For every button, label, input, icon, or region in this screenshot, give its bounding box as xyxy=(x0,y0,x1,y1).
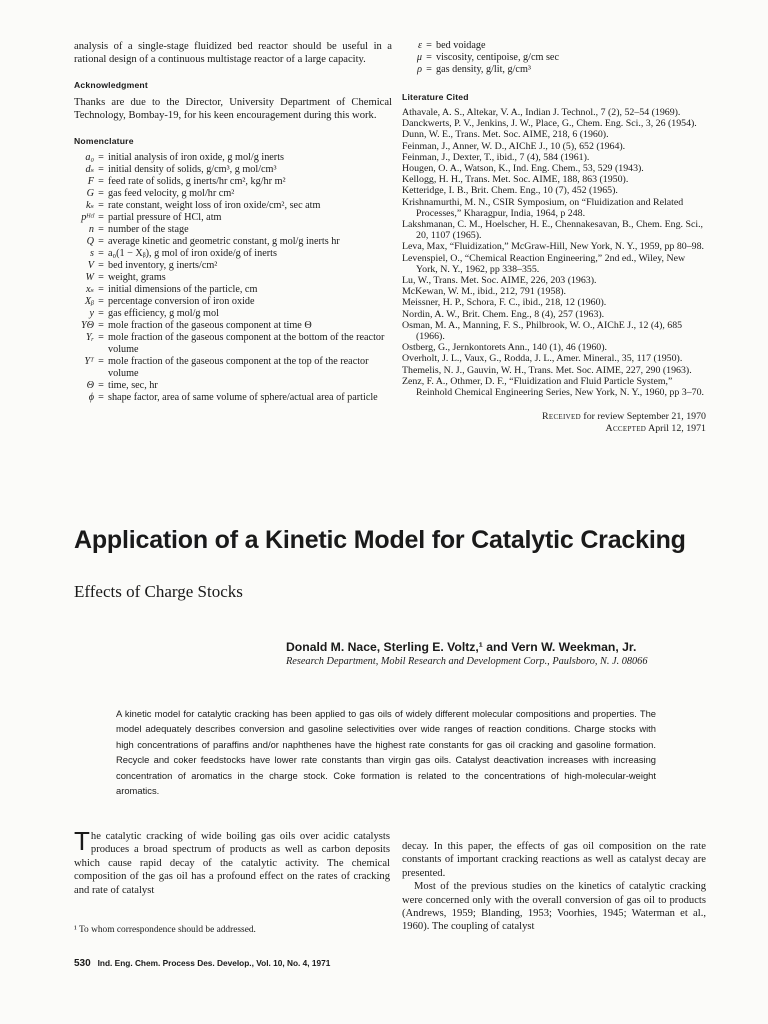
symbol: Xᵦ xyxy=(84,295,94,307)
equals-sign: = xyxy=(98,163,104,175)
definition: bed inventory, g inerts/cm² xyxy=(108,259,218,271)
nomenclature-entry xyxy=(74,272,392,284)
reference-item: Ketteridge, I. B., Brit. Chem. Eng., 10 (7), 452 (1965). xyxy=(402,185,618,197)
nomenclature-entry xyxy=(74,320,392,332)
equals-sign: = xyxy=(98,235,104,247)
definition: shape factor, area of same volume of sphere/actual area of particle xyxy=(108,391,378,403)
symbol: Θ xyxy=(86,379,94,391)
symbol: ϕ xyxy=(88,391,94,403)
equals-sign: = xyxy=(426,52,432,63)
article-subtitle: Effects of Charge Stocks xyxy=(74,582,243,601)
reference-item: Lu, W., Trans. Met. Soc. AIME, 226, 203 (1963). xyxy=(402,275,597,287)
received-notice xyxy=(402,411,706,435)
journal-citation: Ind. Eng. Chem. Process Des. Develop., Vol. 10, No. 4, 1971 xyxy=(97,958,331,968)
nomenclature-entry xyxy=(74,236,392,248)
equals-sign: = xyxy=(98,307,104,319)
reference-item: Themelis, N. J., Gauvin, W. H., Trans. Met. Soc. AIME, 227, 290 (1963). xyxy=(402,364,692,376)
equals-sign: = xyxy=(98,283,104,295)
nomenclature-entry xyxy=(74,356,392,380)
definition: initial analysis of iron oxide, g mol/g inerts xyxy=(108,151,284,163)
equals-sign: = xyxy=(98,331,104,343)
reference-item: Zenz, F. A., Othmer, D. F., “Fluidization and Fluid Particle System,” Reinhold Chemical Engineering Series, New York, N. Y., 1960, pp 3–70. xyxy=(402,375,704,399)
body-right-column xyxy=(402,840,706,934)
prev-article-intro-text: analysis of a single-stage fluidized bed reactor should be useful in a rational design of a continuous multistage reactor of a large capacity. xyxy=(74,41,392,66)
symbol: μ xyxy=(416,52,422,63)
definition: gas density, g/lit, g/cm³ xyxy=(436,64,531,75)
article-authors: Donald M. Nace, Sterling E. Voltz,¹ and Vern W. Weekman, Jr. xyxy=(286,640,637,654)
reference-item: Dunn, W. E., Trans. Met. Soc. AIME, 218, 6 (1960). xyxy=(402,129,609,141)
nomenclature-entry xyxy=(74,188,392,200)
equals-sign: = xyxy=(98,259,104,271)
nomenclature-entry xyxy=(74,380,392,392)
accepted-label: Accepted xyxy=(605,423,647,435)
symbol: Q xyxy=(86,235,94,247)
nomenclature-entry xyxy=(402,40,706,52)
equals-sign: = xyxy=(98,295,104,307)
symbol: YΘ xyxy=(80,319,94,331)
symbol: kₛ xyxy=(86,199,94,211)
equals-sign: = xyxy=(98,355,104,367)
nomenclature-entry xyxy=(74,296,392,308)
definition: rate constant, weight loss of iron oxide/cm², sec atm xyxy=(108,199,321,211)
definition: initial dimensions of the particle, cm xyxy=(108,283,258,295)
symbol: Yᵀ xyxy=(84,355,94,367)
definition: feed rate of solids, g inerts/hr cm², kg/hr m² xyxy=(108,175,286,187)
literature-cited-heading: Literature Cited xyxy=(402,92,469,102)
definition: gas efficiency, g mol/g mol xyxy=(108,307,219,319)
reference-item: Kellogg, H. H., Trans. Met. Soc. AIME, 188, 863 (1950). xyxy=(402,174,629,186)
reference-item: Levenspiel, O., “Chemical Reaction Engineering,” 2nd ed., Wiley, New York, N. Y., 1962, pp 338–355. xyxy=(402,252,686,275)
definition: mole fraction of the gaseous component at the bottom of the reactor volume xyxy=(108,331,385,355)
acknowledgment-heading: Acknowledgment xyxy=(74,79,148,90)
nomenclature-entry xyxy=(74,200,392,212)
article-title: Application of a Kinetic Model for Catalytic Cracking xyxy=(74,526,686,554)
symbol: a₀ xyxy=(85,151,94,163)
reference-item: Athavale, A. S., Altekar, V. A., Indian J. Technol., 7 (2), 52–54 (1969). xyxy=(402,107,681,118)
body-left-column xyxy=(74,826,390,897)
acknowledgment-text: Thanks are due to the Director, University Department of Chemical Technology, Bombay-19, for his keen encouragement during this work. xyxy=(74,96,392,122)
reference-item: Overholt, J. L., Vaux, G., Rodda, J. L., Amer. Mineral., 35, 117 (1950). xyxy=(402,353,683,365)
symbol: ε xyxy=(417,40,422,51)
equals-sign: = xyxy=(98,379,104,391)
nomenclature-entry xyxy=(74,284,392,296)
symbol: y xyxy=(89,307,94,319)
equals-sign: = xyxy=(98,271,104,283)
drop-cap: T xyxy=(74,826,90,856)
reference-item: Feinman, J., Anner, W. D., AIChE J., 10 (5), 652 (1964). xyxy=(402,140,626,152)
definition: average kinetic and geometric constant, g mol/g inerts hr xyxy=(108,235,340,247)
symbol: dₛ xyxy=(85,163,94,175)
nomenclature-entry xyxy=(74,176,392,188)
reference-list xyxy=(402,107,706,398)
nomenclature-list xyxy=(74,152,392,404)
symbol: xₛ xyxy=(86,283,94,295)
definition: bed voidage xyxy=(436,40,486,51)
equals-sign: = xyxy=(98,187,104,199)
nomenclature-entry xyxy=(402,64,706,76)
body-text-right-1: decay. In this paper, the effects of gas oil composition on the rate constants of important cracking reactions as well as catalyst decay are presented. xyxy=(402,841,706,879)
article-affiliation: Research Department, Mobil Research and Development Corp., Paulsboro, N. J. 08066 xyxy=(286,656,648,667)
definition: mole fraction of the gaseous component at time Θ xyxy=(108,319,312,331)
equals-sign: = xyxy=(98,319,104,331)
received-label: Received xyxy=(542,411,581,423)
reference-item: Ostberg, G., Jernkontorets Ann., 140 (1), 46 (1960). xyxy=(402,342,607,354)
nomenclature-entry xyxy=(74,164,392,176)
equals-sign: = xyxy=(426,64,432,75)
definition: weight, grams xyxy=(108,271,166,283)
definition: initial density of solids, g/cm³, g mol/cm³ xyxy=(108,163,277,175)
nomenclature-entry xyxy=(74,392,392,404)
correspondence-footnote: ¹ To whom correspondence should be addressed. xyxy=(74,925,256,935)
equals-sign: = xyxy=(98,199,104,211)
equals-sign: = xyxy=(426,40,432,51)
received-date: for review September 21, 1970 xyxy=(583,411,706,423)
reference-item: Nordin, A. W., Brit. Chem. Eng., 8 (4), 257 (1963). xyxy=(402,308,605,320)
definition: gas feed velocity, g mol/hr cm² xyxy=(108,187,235,199)
definition: partial pressure of HCl, atm xyxy=(108,211,222,223)
article-abstract: A kinetic model for catalytic cracking has been applied to gas oils of widely different molecular compositions and properties. The model adequately describes conversion and gasoline selectivities over wide ranges of reaction conditions. Charge stocks with high concentrations of paraffins and/or naphthenes have the highest rate constants for gas oil cracking and gasoline formation. Recycle and coker feedstocks have lower rate constants than virgin gas oils. Catalyst deactivation increases with increasing concentration of aromatics in the charge stock. Coke formation is related to the concentrations of high-molecular-weight aromatics. xyxy=(116,708,656,797)
definition: a₀(1 − Xᵦ), g mol of iron oxide/g of inerts xyxy=(108,247,277,259)
greek-symbol-list xyxy=(402,40,706,76)
symbol: s xyxy=(90,247,94,259)
nomenclature-entry xyxy=(74,332,392,356)
nomenclature-entry xyxy=(74,308,392,320)
symbol: G xyxy=(86,187,94,199)
nomenclature-entry xyxy=(74,152,392,164)
equals-sign: = xyxy=(98,175,104,187)
reference-item: Lakshmanan, C. M., Hoelscher, H. E., Chennakesavan, B., Chem. Eng. Sci., 20, 1107 (1965). xyxy=(402,219,704,242)
equals-sign: = xyxy=(98,247,104,259)
definition: number of the stage xyxy=(108,223,189,235)
symbol: Yᵣ xyxy=(85,331,94,343)
definition: time, sec, hr xyxy=(108,379,158,391)
reference-item: Meissner, H. P., Schora, F. C., ibid., 218, 12 (1960). xyxy=(402,297,607,309)
nomenclature-entry xyxy=(74,260,392,272)
equals-sign: = xyxy=(98,211,104,223)
body-text-left xyxy=(74,826,390,897)
nomenclature-entry xyxy=(402,52,706,64)
definition: mole fraction of the gaseous component at the top of the reactor volume xyxy=(108,355,369,379)
reference-item: Hougen, O. A., Watson, K., Ind. Eng. Chem., 53, 529 (1943). xyxy=(402,163,644,175)
prev-article-left-column xyxy=(74,40,392,404)
reference-item: Feinman, J., Dexter, T., ibid., 7 (4), 584 (1961). xyxy=(402,151,590,163)
body-text-left-content: he catalytic cracking of wide boiling gas oils over acidic catalysts produces a broad spectrum of products as well as carbon deposits which cause rapid decay of the catalytic activity. The chemical composition of the gas oil has a profound effect on the rates of cracking and rate of catalyst xyxy=(74,831,390,896)
equals-sign: = xyxy=(98,151,104,163)
prev-article-right-column xyxy=(402,40,706,435)
definition: viscosity, centipoise, g/cm sec xyxy=(436,52,559,63)
symbol: n xyxy=(88,223,94,235)
nomenclature-entry xyxy=(74,212,392,224)
equals-sign: = xyxy=(98,391,104,403)
body-text-right-2: Most of the previous studies on the kinetics of catalytic cracking were concerned only with the overall conversion of gas oil to products (Andrews, 1959; Blanding, 1953; Voorhies, 1945; Waterman et al., 1960). The coupling of catalyst xyxy=(402,881,706,933)
symbol: V xyxy=(87,259,94,271)
symbol: ρ xyxy=(417,64,422,75)
reference-item: Danckwerts, P. V., Jenkins, J. W., Place, G., Chem. Eng. Sci., 3, 26 (1954). xyxy=(402,118,697,130)
symbol: W xyxy=(85,271,94,283)
reference-item: Osman, M. A., Manning, F. S., Philbrook, W. O., AIChE J., 12 (4), 685 (1966). xyxy=(402,319,683,343)
nomenclature-entry xyxy=(74,224,392,236)
definition: percentage conversion of iron oxide xyxy=(108,295,255,307)
reference-item: Leva, Max, “Fluidization,” McGraw-Hill, New York, N. Y., 1959, pp 80–98. xyxy=(402,241,704,253)
reference-item: McKewan, W. M., ibid., 212, 791 (1958). xyxy=(402,286,567,298)
symbol: F xyxy=(87,175,94,187)
page-number: 530 xyxy=(74,958,91,969)
equals-sign: = xyxy=(98,223,104,235)
accepted-date: April 12, 1971 xyxy=(648,423,706,435)
nomenclature-heading: Nomenclature xyxy=(74,135,134,146)
page-footer xyxy=(74,958,330,969)
symbol: pᴴᶜˡ xyxy=(81,211,94,223)
nomenclature-entry xyxy=(74,248,392,260)
reference-item: Krishnamurthi, M. N., CSIR Symposium, on “Fluidization and Related Processes,” Kharagpur, India, 1964, p 248. xyxy=(402,196,684,219)
